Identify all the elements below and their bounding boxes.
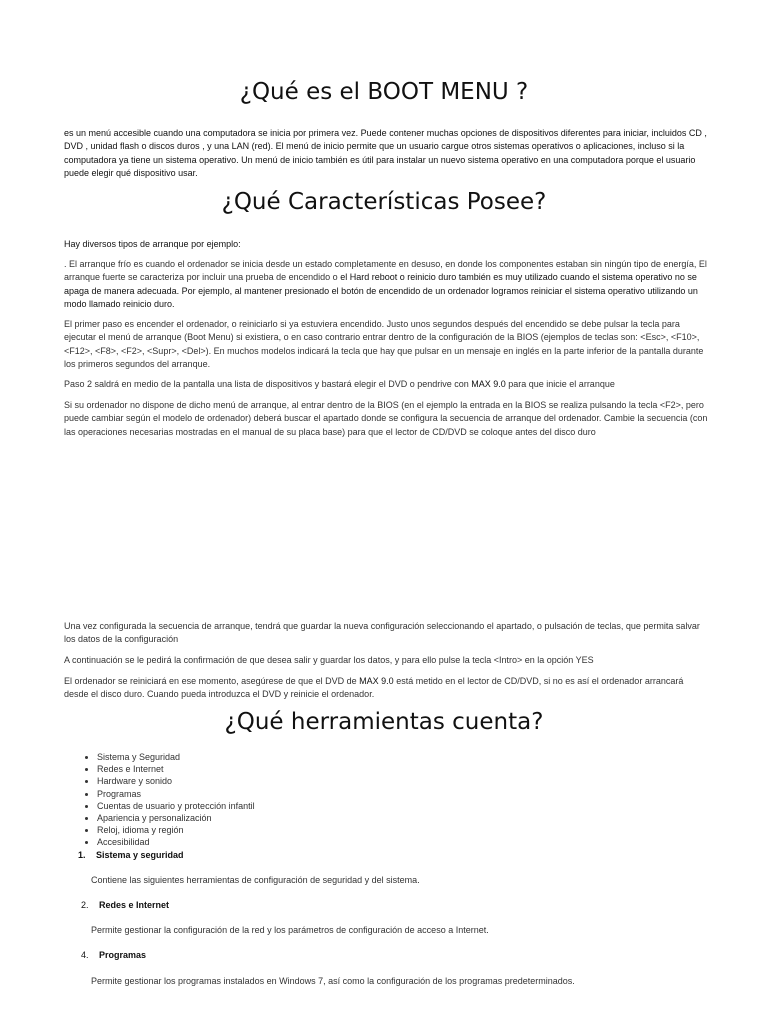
item-number: 1. (78, 850, 86, 860)
item-description: Contiene las siguientes herramientas de configuración de seguridad y del sistema. (91, 875, 420, 885)
list-item: • Apariencia y personalización (97, 812, 255, 824)
paso-2-paragraph (64, 378, 708, 391)
confirmacion-paragraph: A continuación se le pedirá la confirmación de que desea salir y guardar los datos, y para ello pulse la tecla <Intro> en la opción YES (64, 655, 594, 665)
list-item: • Programas (97, 788, 255, 800)
boot-menu-definition: es un menú accesible cuando una computadora se inicia por primera vez. Puede contener muchas opciones de dispositivos diferentes para iniciar, incluidos CD , DVD , unidad flash o discos duros , y una LAN (red). El menú de inicio permite que un usuario cargue otros sistemas operativos o aplicaciones, incluso si la computadora ya tiene un sistema operativo. Un menú de inicio también es útil para instalar un nuevo sistema operativo en una computadora porque el usuario puede elegir qué dispositivo usar. (64, 128, 707, 179)
reinicio-end-text: está metido en el lector de CD/DVD, si no es así el ordenador arrancará desde el disco duro. Cuando pueda introduzca el DVD y reinicie el ordenador. (64, 676, 684, 700)
list-item: • Cuentas de usuario y protección infantil (97, 800, 255, 812)
list-item: • Hardware y sonido (97, 775, 255, 787)
heading-caracteristicas: ¿Qué Características Posee? (221, 189, 547, 215)
hard-reboot-text: el Hard reboot o reinicio duro también es muy utilizado cuando el sistema operativo no se apaga de manera adecuada. Por ejemplo, al mantener presionado el botón de encendido de un ordenador logramos reiniciar el sistema operativo utilizando un modo llamado reinicio duro. (64, 272, 698, 310)
arranque-frio-text: . El arranque frío es cuando el ordenador se inicia desde un estado completamente en desuso, en donde los componentes estaban sin ningún tipo de energía, El arranque fuerte se caracteriza por incluir una prueba de encendido o (64, 259, 707, 283)
paso-2-text: Paso 2 saldrá en medio de la pantalla una lista de dispositivos y bastará elegir el DVD o pendrive con (64, 379, 472, 389)
item-description: Permite gestionar la configuración de la red y los parámetros de configuración de acceso a Internet. (91, 925, 489, 935)
list-item: • Reloj, idioma y región (97, 824, 255, 836)
item-number: 2. (81, 900, 89, 910)
list-item: • Redes e Internet (97, 763, 255, 775)
item-title: Programas (99, 950, 147, 960)
max-version-text-2: MAX 9.0 (359, 676, 394, 686)
paso-2-end-text: para que inicie el arranque (505, 379, 615, 389)
arranque-paragraph (64, 258, 708, 312)
bios-paragraph: Si su ordenador no dispone de dicho menú de arranque, al entrar dentro de la BIOS (en el ejemplo la entrada en la BIOS se realiza pulsando la tecla <F2>, pero puede cambiar según el modelo de ordenador) deberá buscar el apartado donde se configura la secuencia de arranque del ordenador. Cambie la secuencia (con las operaciones necesarias mostradas en el manual de su placa base) para que el lector de CD/DVD se coloque antes del disco duro (64, 400, 708, 437)
item-description: Permite gestionar los programas instalados en Windows 7, así como la configuración de los programas predeterminados. (91, 976, 575, 986)
item-title: Sistema y seguridad (96, 850, 184, 860)
item-number: 4. (81, 950, 89, 960)
numbered-item-redes (81, 899, 169, 912)
heading-boot-menu: ¿Qué es el BOOT MENU ? (239, 79, 529, 105)
reinicio-text: El ordenador se reiniciará en ese momento, asegúrese de que el DVD de (64, 676, 360, 686)
list-item: • Sistema y Seguridad (97, 751, 255, 763)
numbered-item-sistema (78, 849, 184, 862)
max-version-text: MAX 9.0 (471, 379, 506, 389)
primer-paso-paragraph: El primer paso es encender el ordenador, o reiniciarlo si ya estuviera encendido. Justo unos segundos después del encendido se debe pulsar la tecla para ejecutar el menú de arranque (Boot Menu) si existiera, o en caso contrario entrar dentro de la configuración de la BIOS (ejemplos de teclas son: <Esc>, <F10>, <F12>, <F8>, <F2>, <Supr>, <Del>). En muchos modelos indicará la tecla que hay que pulsar en un mensaje en inglés en la parte inferior de la pantalla durante los primeros segundos del arranque. (64, 319, 704, 370)
heading-herramientas: ¿Qué herramientas cuenta? (224, 709, 544, 735)
guardar-config-paragraph: Una vez configurada la secuencia de arranque, tendrá que guardar la nueva configuración seleccionando el apartado, o pulsación de teclas, que permita salvar los datos de la configuración (64, 621, 700, 645)
numbered-item-programas (81, 949, 146, 962)
reinicio-paragraph (64, 675, 708, 702)
item-title: Redes e Internet (99, 900, 170, 910)
list-item: • Accesibilidad (97, 836, 255, 848)
tipos-arranque-intro: Hay diversos tipos de arranque por ejemplo: (64, 239, 241, 249)
herramientas-list (64, 751, 255, 849)
